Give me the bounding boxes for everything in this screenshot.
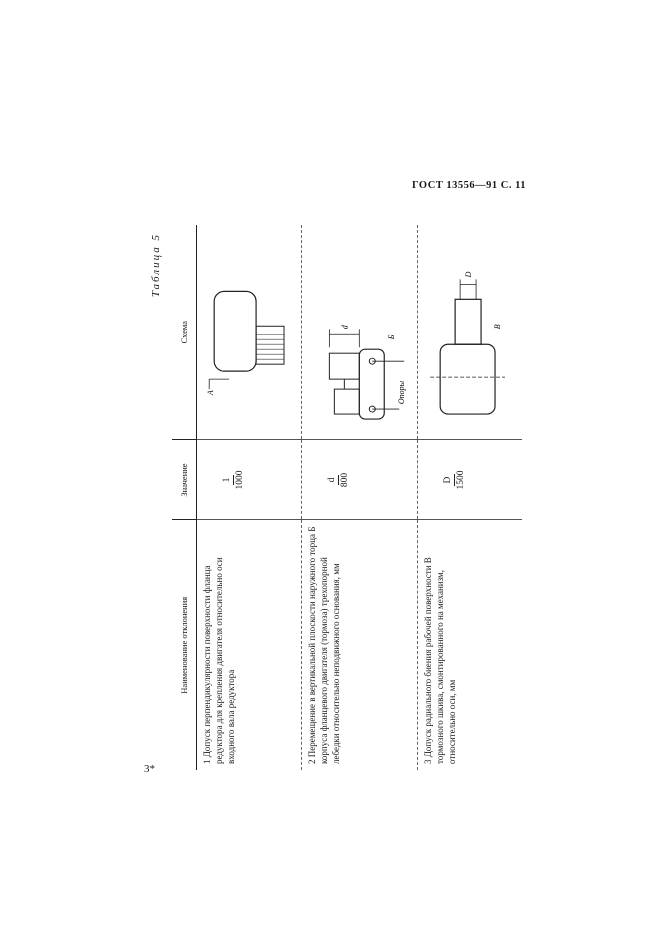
fraction (326, 470, 351, 490)
row-1-name: 1 Допуск перпендикулярности поверхности фланца редуктора для крепления двигателя относительно оси входного вала редуктора (197, 520, 302, 770)
table-row (302, 225, 418, 770)
row-2-value (302, 440, 418, 520)
page-header: ГОСТ 13556—91 С. 11 (412, 180, 527, 191)
row-2-name: 2 Перемещение в вертикальной плоскости наружного торца Б корпуса фланцевого двигателя (тормоза) трехопорной лебедки относительно неподвижного основания, мм (302, 520, 418, 770)
spec-table (172, 225, 522, 770)
column-header-scheme: Схема (172, 225, 197, 440)
row-3-name: 3 Допуск радиального биения рабочей поверхности В тормозного шкива, смонтированного на механизм, относительно оси, мм (422, 557, 457, 764)
fraction (221, 468, 246, 493)
fraction-numerator: 1 (221, 475, 234, 486)
fraction-denominator: 1000 (235, 470, 245, 490)
fraction-denominator: 800 (340, 472, 351, 488)
fraction-denominator: 1500 (455, 470, 466, 490)
fraction (442, 468, 467, 493)
column-header-value: Значение (172, 440, 197, 520)
fraction-numerator: d (326, 475, 339, 486)
rotated-table (150, 225, 522, 770)
table-row (197, 225, 302, 770)
label-d: d (340, 325, 350, 330)
label-d-diameter: D (463, 272, 473, 278)
winch-diagram (302, 225, 417, 440)
label-b: Б (387, 335, 397, 340)
label-a: A (206, 390, 216, 396)
row-3-value (417, 440, 522, 520)
label-v: В (492, 324, 502, 330)
page-mark: 3* (144, 763, 155, 775)
table-header-row (172, 225, 197, 770)
row-2-scheme (302, 225, 418, 440)
table-row (417, 225, 522, 770)
row-3-scheme (417, 225, 522, 440)
fraction-numerator: D (442, 474, 455, 487)
table-caption: Таблица 5 (150, 233, 162, 298)
label-supports: Опоры (397, 381, 407, 405)
flange-diagram (197, 225, 301, 440)
row-1-scheme (197, 225, 302, 440)
row-1-value (197, 440, 302, 520)
column-header-name: Наименование отклонения (172, 520, 197, 770)
brake-drum-diagram (418, 225, 522, 440)
